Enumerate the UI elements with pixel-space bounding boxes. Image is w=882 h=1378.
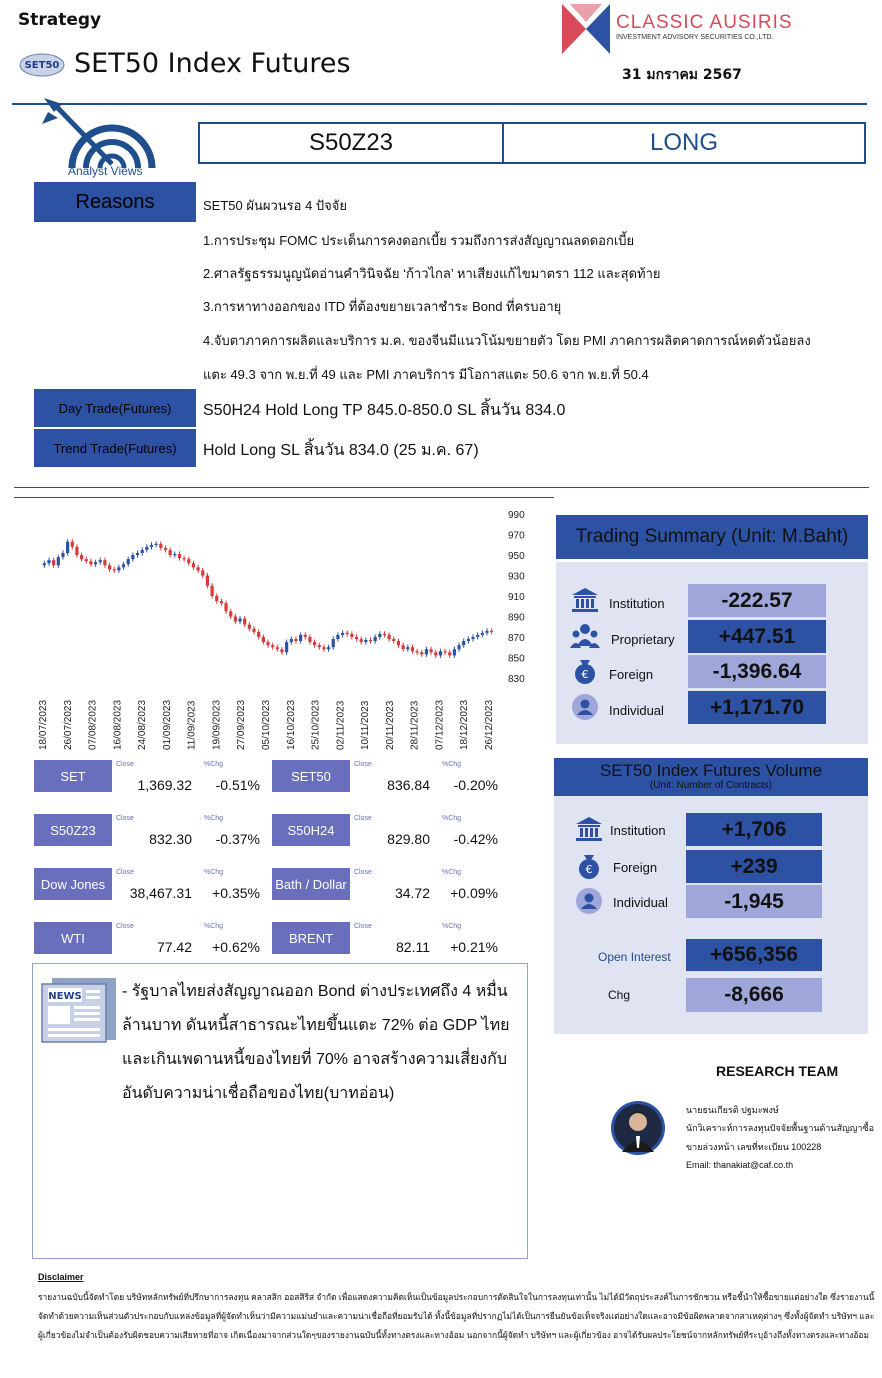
trading-summary-label: Proprietary — [611, 632, 675, 647]
chg-label: Chg — [608, 988, 631, 1002]
trend-trade-text: Hold Long SL สิ้นวัน 834.0 (25 ม.ค. 67) — [203, 442, 479, 459]
x-tick-label: 16/08/2023 — [112, 699, 124, 750]
futures-volume-value: +239 — [686, 850, 822, 883]
market-close-caption: Close — [354, 869, 372, 876]
x-tick-label: 07/08/2023 — [87, 699, 99, 750]
trading-summary-label: Foreign — [609, 667, 654, 682]
candle-body — [47, 560, 50, 563]
market-chg-caption: %Chg — [204, 815, 224, 822]
analyst-avatar — [610, 1100, 666, 1156]
candle-body — [252, 629, 255, 632]
futures-volume-label: Individual — [613, 895, 668, 910]
market-close-caption: Close — [354, 761, 372, 768]
analyst-email: Email: thanakiat@caf.co.th — [686, 1160, 794, 1170]
trading-summary-value: +1,171.70 — [688, 691, 826, 724]
candle-body — [197, 567, 200, 570]
candle-body — [280, 649, 283, 652]
x-tick-label: 18/12/2023 — [459, 699, 471, 750]
signal-position: LONG — [649, 129, 718, 156]
candle-body — [150, 545, 153, 547]
candle-body — [346, 633, 349, 634]
candle-body — [192, 563, 195, 567]
open-interest-label: Open Interest — [598, 950, 671, 964]
market-close-caption: Close — [354, 815, 372, 822]
candle-body — [52, 560, 55, 565]
market-chg-value: +0.62% — [212, 939, 260, 955]
y-tick-label: 910 — [508, 592, 525, 603]
candle-body — [210, 586, 213, 596]
candle-body — [248, 625, 251, 629]
market-chg-caption: %Chg — [442, 923, 462, 930]
svg-text:€: € — [581, 668, 589, 681]
candle-body — [122, 564, 125, 567]
trading-summary-label: Individual — [609, 703, 664, 718]
futures-volume-value: -1,945 — [686, 885, 822, 918]
market-close-value: 77.42 — [156, 939, 192, 955]
euro-bag-icon — [574, 852, 604, 884]
candle-body — [141, 550, 144, 553]
market-chg-caption: %Chg — [442, 815, 462, 822]
euro-bag-icon — [570, 657, 600, 689]
market-close-caption: Close — [116, 761, 134, 768]
group-icon — [570, 622, 600, 654]
research-team-title: RESEARCH TEAM — [716, 1063, 839, 1079]
x-tick-label: 02/11/2023 — [335, 700, 347, 750]
candle-body — [411, 647, 414, 651]
market-chg-value: +0.09% — [450, 885, 498, 901]
market-close-value: 82.11 — [396, 939, 430, 955]
x-tick-label: 27/09/2023 — [236, 699, 248, 750]
analyst-role: นักวิเคราะห์การลงทุนปัจจัยพื้นฐานด้านสัญญาซื้อ — [686, 1123, 874, 1133]
x-tick-label: 20/11/2023 — [384, 700, 396, 750]
brand-name: CLASSIC AUSIRIS — [616, 12, 793, 33]
trend-trade-label: Trend Trade(Futures) — [34, 429, 196, 467]
open-interest-value: +656,356 — [686, 939, 822, 971]
bank-icon — [570, 586, 600, 618]
candle-body — [304, 635, 307, 637]
market-tile-name: SET50 — [272, 760, 350, 792]
y-tick-label: 970 — [508, 530, 525, 542]
reason-line: 2.ศาลรัฐธรรมนูญนัดอ่านคำวินิจฉัย ‘ก้าวไกล’ หาเสียงแก้ไขมาตรา 112 และสุดท้าย — [203, 266, 661, 281]
section-divider — [14, 497, 554, 498]
candle-body — [220, 601, 223, 603]
report-date: 31 มกราคม 2567 — [622, 67, 742, 83]
candle-body — [420, 652, 423, 654]
market-chg-caption: %Chg — [442, 761, 462, 768]
x-tick-label: 16/10/2023 — [285, 699, 297, 750]
market-chg-value: -0.42% — [453, 831, 498, 847]
analyst-license: ขายล่วงหน้า เลขที่ทะเบียน 100228 — [686, 1142, 822, 1152]
market-chg-value: -0.20% — [453, 777, 498, 793]
candle-body — [224, 603, 227, 611]
svg-text:€: € — [585, 863, 593, 876]
chg-value: -8,666 — [686, 978, 822, 1012]
candle-body — [66, 542, 69, 553]
candle-body — [145, 547, 148, 550]
candle-body — [43, 563, 46, 565]
signal-box — [198, 122, 866, 164]
y-tick-label: 930 — [508, 571, 525, 583]
reason-line: SET50 ผันผวนรอ 4 ปัจจัย — [203, 198, 348, 213]
market-chg-value: -0.37% — [215, 831, 260, 847]
day-trade-text: S50H24 Hold Long TP 845.0-850.0 SL สิ้นวัน 834.0 — [203, 402, 566, 419]
candle-body — [229, 611, 232, 616]
page-title: SET50 Index Futures — [74, 48, 351, 79]
candle-body — [183, 558, 186, 559]
x-tick-label: 19/09/2023 — [211, 699, 223, 750]
candle-body — [397, 641, 400, 645]
candle-body — [80, 555, 83, 559]
candle-body — [155, 544, 158, 545]
futures-volume-unit: (Unit: Number of Contracts) — [649, 780, 773, 791]
reason-line: 4.จับตาภาคการผลิตและบริการ ม.ค. ของจีนมีแนวโน้มขยายตัว โดย PMI ภาคการผลิตคาดการณ์หดตัวน้อยลง — [203, 333, 811, 348]
y-tick-label: 870 — [508, 632, 525, 644]
candle-body — [322, 647, 325, 649]
candle-body — [453, 649, 456, 655]
x-tick-label: 26/12/2023 — [484, 699, 495, 750]
market-close-caption: Close — [116, 815, 134, 822]
y-tick-label: 830 — [508, 673, 525, 685]
y-tick-label: 890 — [508, 612, 525, 624]
candle-body — [443, 651, 446, 652]
market-chg-caption: %Chg — [204, 869, 224, 876]
futures-volume-title: SET50 Index Futures Volume — [599, 761, 823, 780]
candle-body — [336, 635, 339, 639]
market-close-value: 34.72 — [394, 885, 430, 901]
market-chg-caption: %Chg — [204, 761, 224, 768]
candle-body — [327, 647, 330, 649]
candle-body — [99, 560, 102, 562]
market-tile-name: S50Z23 — [34, 814, 112, 846]
candle-body — [476, 635, 479, 637]
person-icon — [574, 887, 604, 919]
candle-body — [318, 645, 321, 647]
candle-body — [383, 634, 386, 635]
market-close-value: 836.84 — [387, 777, 430, 793]
candle-body — [257, 632, 260, 637]
set50-candlestick-chart — [30, 500, 540, 755]
trading-summary-label: Institution — [609, 596, 665, 611]
candle-body — [290, 639, 293, 642]
market-close-value: 832.30 — [149, 831, 192, 847]
market-tile-name: BRENT — [272, 922, 350, 954]
candle-body — [462, 641, 465, 645]
candle-body — [243, 619, 246, 625]
newspaper-icon-text: NEWS — [48, 991, 82, 1002]
candle-body — [313, 642, 316, 645]
y-tick-label: 950 — [508, 551, 525, 563]
candle-body — [57, 557, 60, 565]
x-tick-label: 24/08/2023 — [137, 699, 149, 750]
reasons-label: Reasons — [34, 182, 196, 222]
market-tile-name: Dow Jones — [34, 868, 112, 900]
candle-body — [392, 639, 395, 641]
candle-body — [364, 640, 367, 642]
disclaimer-title: Disclaimer — [38, 1272, 84, 1282]
candle-body — [360, 639, 363, 642]
signal-symbol: S50Z23 — [200, 124, 504, 162]
market-close-value: 829.80 — [387, 831, 430, 847]
section-label: Strategy — [18, 10, 102, 30]
candle-body — [89, 561, 92, 564]
trading-summary-title: Trading Summary (Unit: M.Baht) — [556, 515, 868, 559]
candle-body — [173, 554, 176, 555]
market-tile-name: SET — [34, 760, 112, 792]
candle-body — [215, 596, 218, 601]
candle-body — [85, 559, 88, 561]
x-tick-label: 05/10/2023 — [261, 699, 272, 750]
trading-summary-value: -1,396.64 — [688, 655, 826, 688]
market-chg-value: +0.35% — [212, 885, 260, 901]
y-tick-label: 850 — [508, 653, 525, 665]
candle-body — [467, 639, 470, 641]
candle-body — [350, 634, 353, 637]
candle-body — [299, 635, 302, 641]
market-close-caption: Close — [116, 869, 134, 876]
x-tick-label: 18/07/2023 — [38, 699, 49, 750]
candle-body — [341, 633, 344, 635]
reason-line: แตะ 49.3 จาก พ.ย.ที่ 49 และ PMI ภาคบริการ มีโอกาสแตะ 50.6 จาก พ.ย.ที่ 50.4 — [203, 367, 649, 382]
candle-body — [164, 548, 167, 550]
futures-volume-label: Institution — [610, 823, 666, 838]
candle-body — [238, 619, 241, 622]
candle-body — [266, 642, 269, 645]
candle-body — [374, 637, 377, 641]
candle-body — [61, 553, 64, 557]
candle-body — [131, 555, 134, 559]
candle-body — [262, 637, 265, 642]
candle-body — [113, 569, 116, 570]
candle-body — [471, 637, 474, 639]
candle-body — [136, 553, 139, 555]
trading-summary-value: -222.57 — [688, 584, 826, 617]
candle-body — [332, 639, 335, 647]
newspaper-icon — [38, 972, 120, 1044]
futures-volume-value: +1,706 — [686, 813, 822, 846]
candle-body — [206, 576, 209, 586]
candle-body — [103, 560, 106, 565]
reason-line: 3.การหาทางออกของ ITD ที่ต้องขยายเวลาชำระ Bond ที่ครบอายุ — [203, 299, 562, 314]
x-tick-label: 11/09/2023 — [186, 700, 198, 750]
candle-body — [71, 542, 74, 547]
futures-volume-header — [554, 758, 868, 796]
candle-body — [369, 640, 372, 641]
candle-body — [355, 637, 358, 639]
market-close-value: 1,369.32 — [137, 777, 192, 793]
analyst-name: นายธนเกียรติ ปฐมะพงษ์ — [686, 1105, 779, 1115]
market-tile-name: S50H24 — [272, 814, 350, 846]
candle-body — [201, 570, 204, 575]
bank-icon — [574, 815, 604, 847]
candle-body — [457, 645, 460, 649]
candle-body — [169, 550, 172, 555]
candle-body — [439, 651, 442, 655]
y-tick-label: 990 — [508, 510, 525, 522]
news-text: - รัฐบาลไทยส่งสัญญาณออก Bond ต่างประเทศถึง 4 หมื่นล้านบาท ดันหนี้สาธารณะไทยขึ้นแตะ 72% ต่อ GDP ไทย และเกินเพดานหนี้ของไทยที่ 70% อาจสร้างความเสี่ยงกับอันดับความน่าเชื่อถือของไทย(บาทอ่อน) — [122, 983, 510, 1102]
x-tick-label: 07/12/2023 — [434, 699, 446, 750]
candle-body — [276, 647, 279, 649]
candle-body — [127, 559, 130, 564]
candle-body — [117, 567, 120, 570]
candle-body — [402, 645, 405, 649]
candle-body — [388, 635, 391, 639]
candle-body — [187, 559, 190, 563]
set50-logo-text: SET50 — [24, 60, 60, 71]
market-close-caption: Close — [354, 923, 372, 930]
candle-body — [94, 562, 97, 564]
candle-body — [308, 637, 311, 642]
candle-body — [481, 633, 484, 635]
candle-body — [416, 651, 419, 652]
candle-body — [285, 642, 288, 652]
candle-body — [234, 616, 237, 621]
market-close-caption: Close — [116, 923, 134, 930]
market-chg-caption: %Chg — [204, 923, 224, 930]
candle-body — [271, 645, 274, 647]
analyst-views-label: Analyst Views — [68, 164, 143, 178]
trading-summary-value: +447.51 — [688, 620, 826, 653]
candle-body — [159, 544, 162, 548]
x-tick-label: 26/07/2023 — [62, 699, 74, 750]
market-chg-value: -0.51% — [215, 777, 260, 793]
candle-body — [448, 652, 451, 655]
candle-body — [490, 631, 493, 632]
market-tile-name: WTI — [34, 922, 112, 954]
market-chg-value: +0.21% — [450, 939, 498, 955]
brand-logo-icon — [562, 4, 610, 54]
set50-logo — [18, 52, 66, 78]
section-divider — [14, 487, 869, 488]
candle-body — [378, 634, 381, 637]
candle-body — [294, 639, 297, 641]
candle-body — [108, 565, 111, 569]
x-tick-label: 01/09/2023 — [161, 699, 173, 750]
x-tick-label: 28/11/2023 — [409, 700, 421, 750]
candle-body — [434, 652, 437, 655]
reason-line: 1.การประชุม FOMC ประเด็นการคงดอกเบี้ย รวมถึงการส่งสัญญาณลดดอกเบี้ย — [203, 233, 635, 248]
candle-body — [429, 649, 432, 652]
candle-body — [406, 647, 409, 649]
person-icon — [570, 693, 600, 725]
day-trade-label: Day Trade(Futures) — [34, 389, 196, 427]
x-tick-label: 25/10/2023 — [310, 699, 322, 750]
market-close-value: 38,467.31 — [129, 885, 192, 901]
market-chg-caption: %Chg — [442, 869, 462, 876]
futures-volume-label: Foreign — [613, 860, 658, 875]
candle-body — [75, 547, 78, 555]
brand-subtitle: INVESTMENT ADVISORY SECURITIES CO.,LTD. — [616, 34, 774, 41]
market-tile-name: Bath / Dollar — [272, 868, 350, 900]
candle-body — [485, 631, 488, 633]
disclaimer-text: รายงานฉบับนี้จัดทำโดย บริษัทหลักทรัพย์ที่ปรึกษาการลงทุน คลาสสิก ออสสิริส จำกัด เพื่อแสดงความคิดเห็นเป็นข้อมูลประกอบการตัดสินใจในการลงทุนเท่านั้น ไม่ได้มีวัตถุประสงค์ในการชักชวน หรือชี้นำให้ซื้อขายแต่อย่างใด ซึ่งรายงานนี้ จัดทำด้วยความเห็นส่วนตัวประกอบกับแหล่งข้อมูลที่ผู้จัดทำเห็นว่ามีความแม่นยำและความน่าเชื่อถือที่ยอมรับได้ ทั้งนี้ข้อมูลที่ปรากฏไม่ได้เป็นการยืนยันข้อเท็จจริงแต่อย่างใดและอาจมีข้อผิดพลาดจากสาเหตุต่างๆ ซึ่งทั้งผู้จัดทำ บริษัทฯ และผู้เกี่ยวข้องไม่จำเป็นต้องรับผิดชอบความเสียหายที่อาจ เกิดเนื่องมาจากส่วนใดๆของรายงานฉบับนี้ทั้งทางตรงและทางอ้อม นอกจากนี้ผู้จัดทำ บริษัทฯ และผู้เกี่ยวข้อง อาจได้รับผลประโยชน์จากหลักทรัพย์ที่ระบุอ้างถึงทั้งทางตรงและทางอ้อม — [38, 1292, 875, 1340]
candle-body — [178, 554, 181, 558]
candle-body — [425, 649, 428, 654]
x-tick-label: 10/11/2023 — [360, 700, 372, 750]
